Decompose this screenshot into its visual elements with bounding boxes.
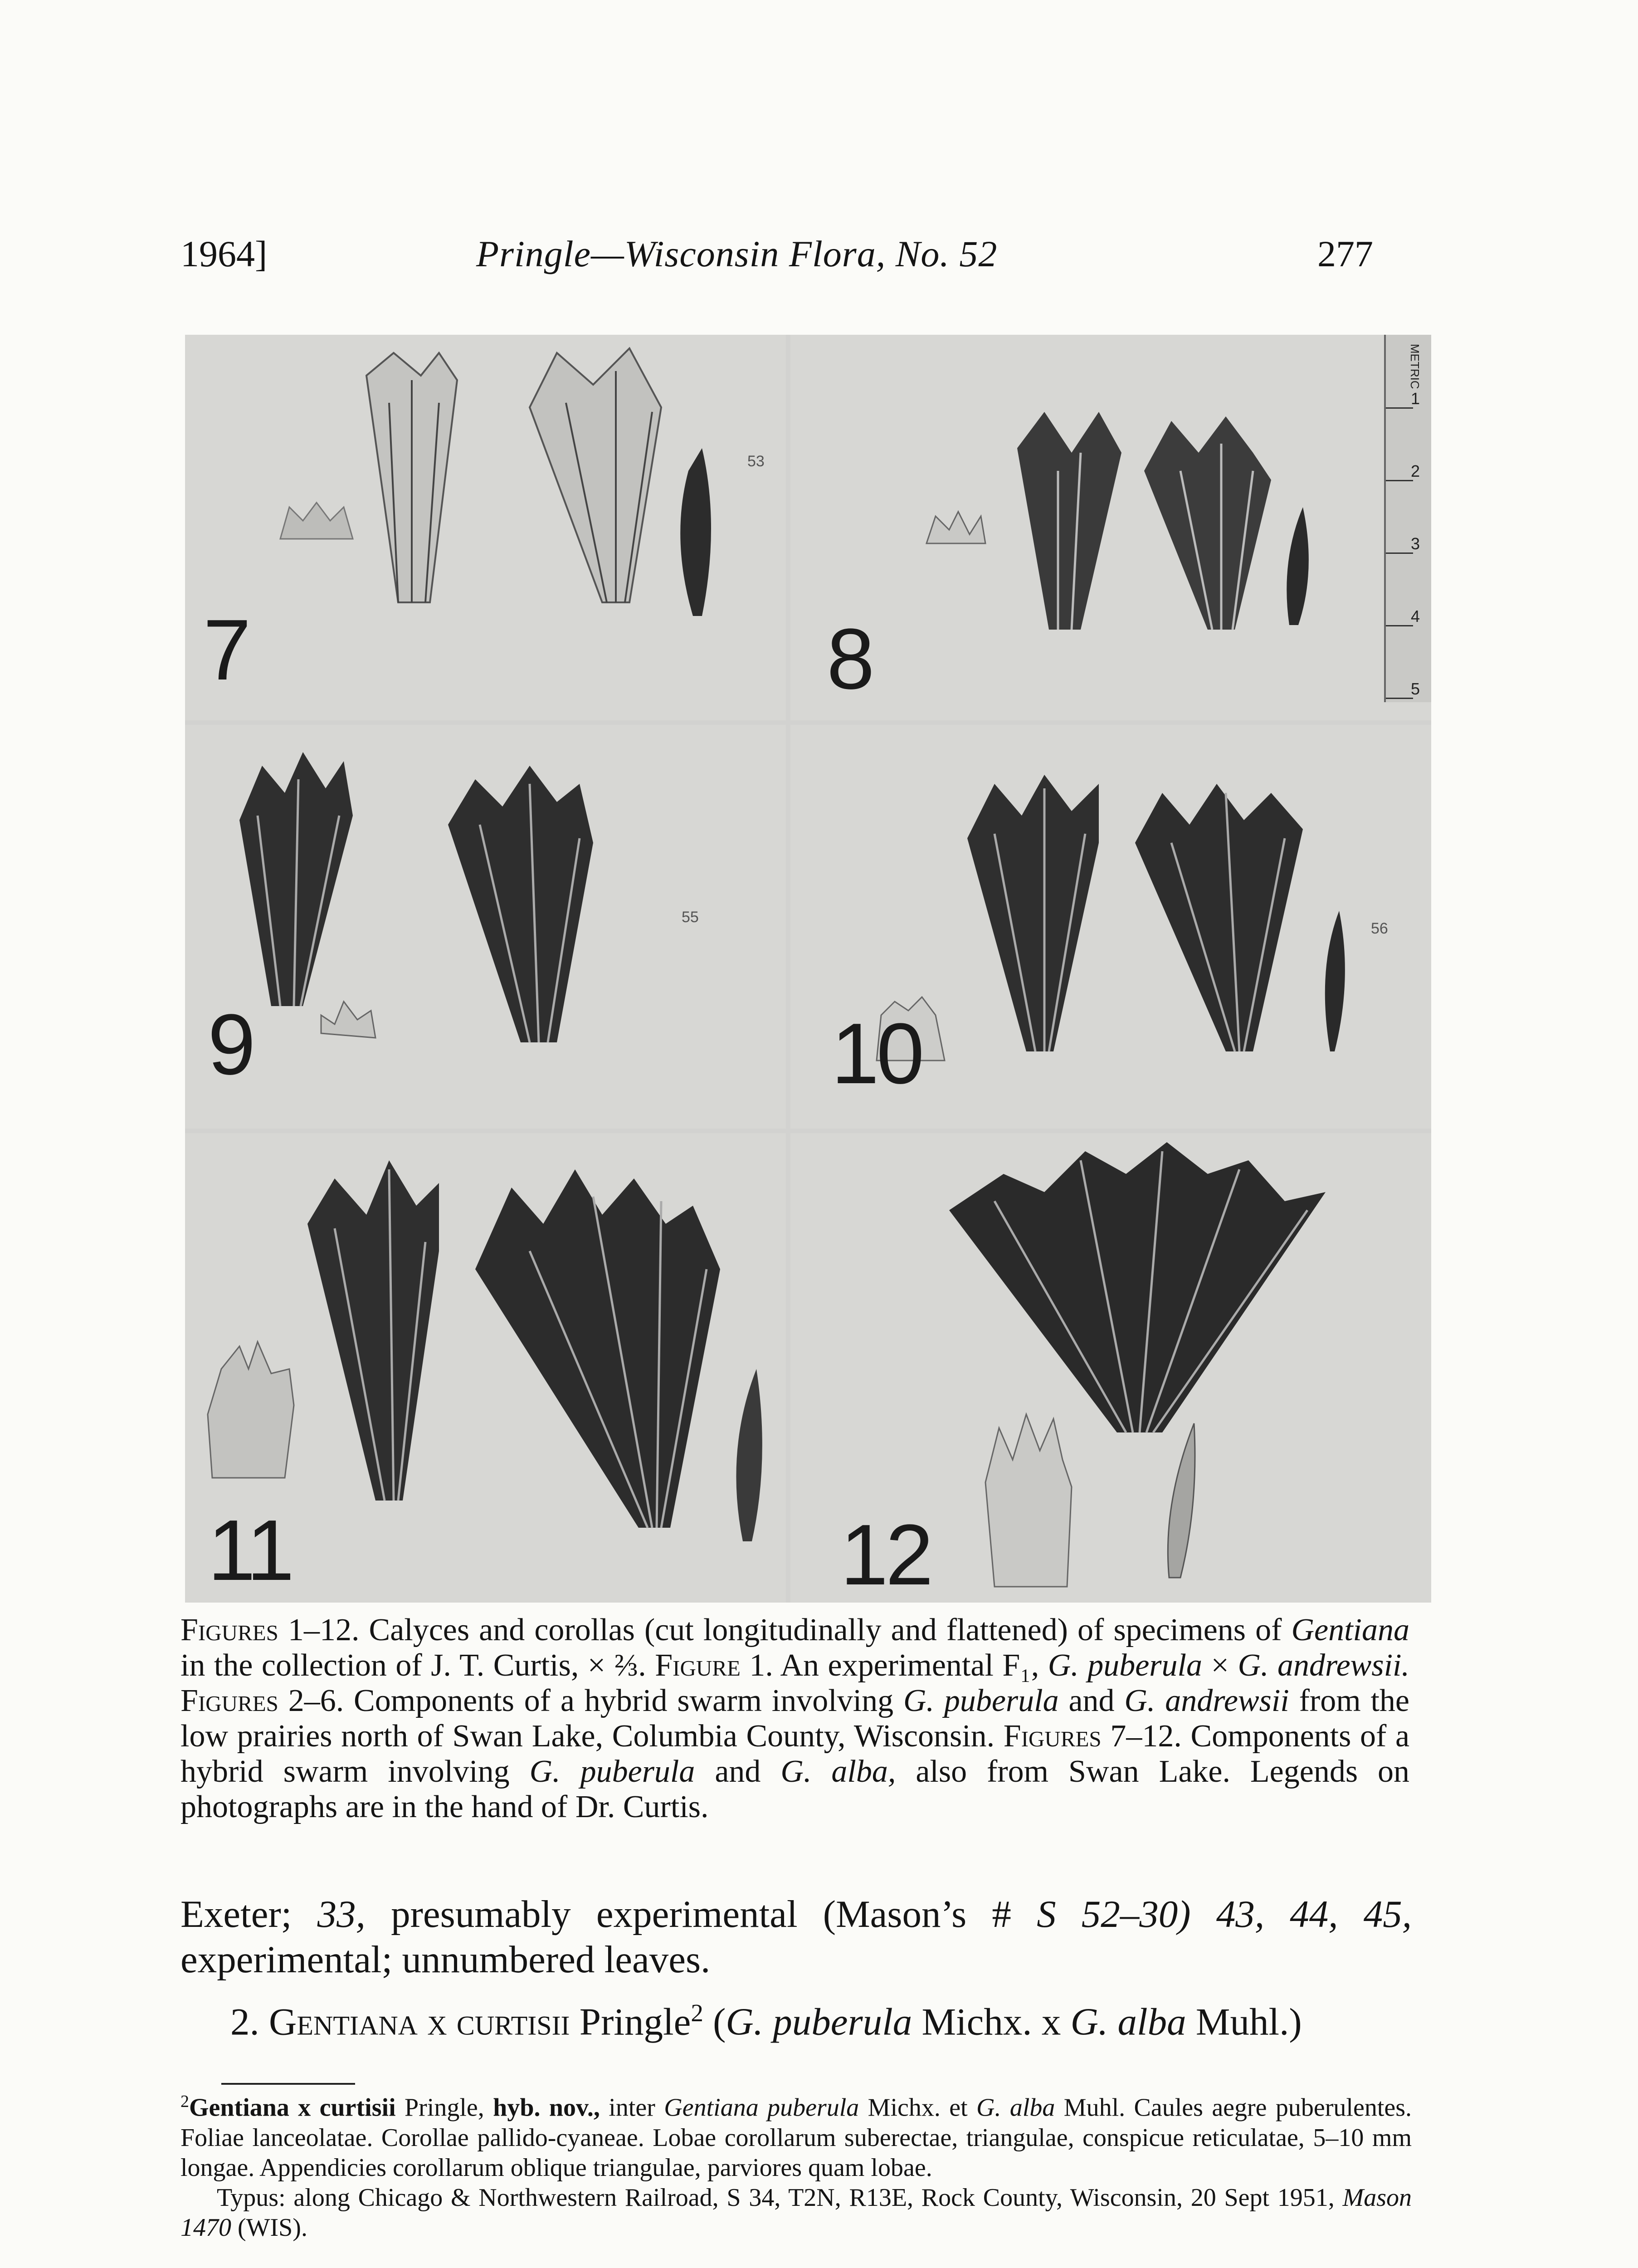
body-text (180, 1892, 1412, 2044)
panel-figure-7 (185, 335, 786, 720)
caption-text: from the low prairies north of Swan Lake, Columbia County, Wisconsin. (180, 1683, 1409, 1754)
panel-figure-8 (790, 335, 1431, 720)
caption-text: Figures (180, 1613, 278, 1647)
caption-species: G. puberula (1048, 1648, 1202, 1683)
footnote-typus: Typus: along Chicago & Northwestern Railroad, S 34, T2N, R13E, Rock County, Wisconsin, 20 Sept 1951, Mason 1470 (WIS). (180, 2183, 1412, 2242)
footnote (180, 2087, 1412, 2243)
caption-text: 2–6. Components of a hybrid swarm involving (278, 1683, 903, 1718)
figure-number-7: 7 (203, 602, 249, 698)
panel-figure-9 (185, 725, 786, 1129)
page-number: 277 (1317, 233, 1373, 274)
running-head (0, 0, 1638, 318)
handwritten-mark: 56 (1371, 920, 1388, 937)
caption-text: Figures (180, 1683, 278, 1718)
photo-plate (185, 335, 1431, 1603)
caption-species: G. alba, (780, 1754, 896, 1789)
specimen-list-paragraph: Exeter; 33, presumably experimental (Mason’s # S 52–30) 43, 44, 45, experimental; unnumbered leaves. (180, 1893, 1412, 1981)
running-head-year: 1964] (180, 233, 268, 274)
figure-caption (180, 1613, 1409, 1825)
caption-text: 1–12. Calyces and corollas (cut longitudinally and flattened) of specimens of (278, 1613, 1292, 1647)
ruler-number: 5 (1411, 679, 1420, 698)
ruler-label: METRIC (1408, 344, 1422, 389)
specimen-illustration-9 (185, 725, 786, 1129)
specimen-illustration-8 (790, 335, 1431, 720)
figure-number-12: 12 (840, 1507, 931, 1603)
caption-text: also from Swan Lake. Legends on photographs are in the hand of Dr. Curtis. (180, 1754, 1410, 1824)
figure-number-9: 9 (208, 997, 253, 1093)
caption-species: G. andrewsii (1124, 1683, 1289, 1718)
footnote-rule (221, 2083, 355, 2085)
metric-scale-ruler (1384, 335, 1431, 702)
caption-text: 7–12. Components of a hybrid swarm involving (180, 1719, 1410, 1789)
caption-text: Figure (655, 1648, 741, 1683)
panel-figure-10 (790, 725, 1431, 1129)
caption-species: G. puberula (529, 1754, 695, 1789)
ruler-number: 3 (1411, 534, 1420, 553)
caption-text: × (1202, 1648, 1238, 1683)
caption-species: G. andrewsii. (1238, 1648, 1410, 1683)
figure-number-11: 11 (208, 1502, 292, 1598)
caption-species: G. puberula (903, 1683, 1059, 1718)
caption-text: in the collection of J. T. Curtis, × ⅔. (180, 1648, 655, 1683)
specimen-illustration-7 (185, 335, 786, 720)
ruler-number: 2 (1411, 462, 1420, 480)
panel-figure-11 (185, 1133, 786, 1603)
running-head-title: Pringle—Wisconsin Flora, No. 52 (476, 233, 998, 274)
caption-genus: Gentiana (1291, 1613, 1409, 1647)
caption-text: Figures (1003, 1719, 1102, 1754)
caption-text: and (695, 1754, 781, 1789)
figure-number-10: 10 (831, 1006, 922, 1102)
caption-text: 1. An experimental F₁, (740, 1648, 1048, 1683)
taxon-heading: 2. Gentiana x curtisii Pringle$^2$ (G. puberula Michx. x G. alba Muhl.) (230, 1999, 1302, 2043)
panel-figure-12 (790, 1133, 1431, 1603)
footnote-diagnosis: $^2$Gentiana x curtisii Pringle, hyb. nov., inter Gentiana puberula Michx. et G. alba Muhl. Caules aegre puberulentes. Foliae lanceolatae. Corollae pallido-cyaneae. Lobae corollarum suberectae, triangulae, conspicue reticulatae, 5–10 mm longae. Appendicies corollarum oblique triangulae, parviores quam lobae. (180, 2092, 1412, 2182)
ruler-number: 4 (1411, 607, 1420, 626)
ruler-number: 1 (1411, 389, 1420, 408)
handwritten-mark: 55 (682, 909, 699, 926)
figure-number-8: 8 (827, 611, 872, 707)
caption-text: and (1058, 1683, 1125, 1718)
handwritten-mark: 53 (747, 453, 765, 470)
